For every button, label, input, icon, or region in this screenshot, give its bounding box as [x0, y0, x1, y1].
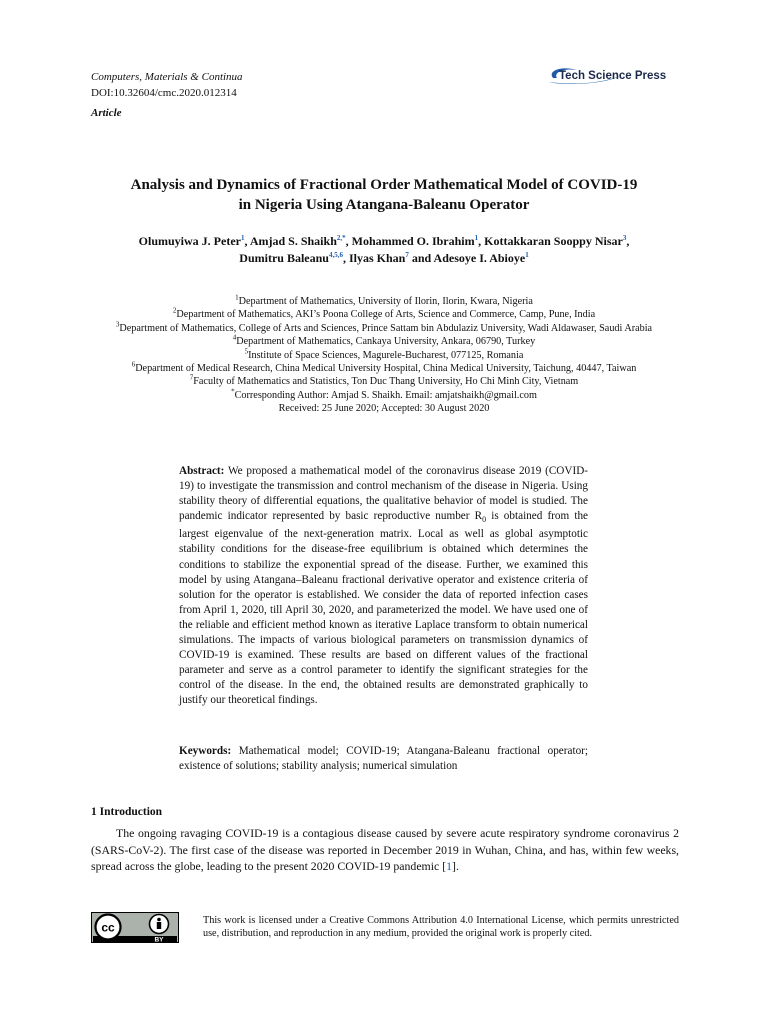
affiliation: $^7$Faculty of Mathematics and Statistics, Ton Duc Thang University, Ho Chi Minh City, Vietnam [189, 374, 579, 388]
keywords-label: Keywords: [179, 745, 232, 757]
affiliation: $^1$Department of Mathematics, University of Ilorin, Ilorin, Kwara, Nigeria [235, 293, 533, 307]
author-affil-mark[interactable]: 4,5,6 [328, 251, 343, 259]
author-name: Kottakkaran Sooppy Nisar [484, 234, 623, 248]
author-name: Ilyas Khan [348, 251, 406, 265]
author-affil-mark[interactable]: 7 [405, 251, 409, 259]
author-name: Adesoye I. Abioye [433, 251, 526, 265]
affiliation: $^5$Institute of Space Sciences, Magurele-Bucharest, 077125, Romania [244, 347, 524, 361]
affiliation: $^3$Department of Mathematics, College of Arts and Sciences, Prince Sattam bin Abdulaziz University, Wadi Aldawaser, Saudi Arabia [115, 320, 653, 334]
doi: DOI:10.32604/cmc.2020.012314 [91, 87, 237, 99]
affiliations [60, 295, 708, 416]
svg-text:cc: cc [101, 920, 115, 935]
author-line-2: Dumitru Baleanu$^{4,5,6}$, Ilyas Khan$^7$ and Adesoye I. Abioye$^1$ [239, 251, 529, 265]
license-text: This work is licensed under a Creative Commons Attribution 4.0 International License, which permits unrestricted use, distribution, and reproduction in any medium, provided the original work is properly cited. [203, 915, 679, 940]
author-list [60, 233, 708, 267]
keywords-text: Mathematical model; COVID-19; Atangana-Baleanu fractional operator; existence of solutions; stability analysis; numerical simulation [179, 745, 588, 773]
corresponding-author: *Corresponding Author: Amjad S. Shaikh. Email: amjatshaikh@gmail.com [231, 387, 537, 401]
abstract: Abstract: We proposed a mathematical model of the coronavirus disease 2019 (COVID-19) to investigate the transmission and control mechanism of the disease in Nigeria. Using stability theory of differential equations, the qualitative behavior of model is studied. The pandemic indicator represented by basic reproductive number $R_0$ is obtained from the largest eigenvalue of the next-generation matrix. Local as well as global asymptotic stability conditions for the disease-free equilibrium is obtained which determines the conditions to stabilize the exponential spread of the disease. Further, we examined this model by using Atangana–Baleanu fractional derivative operator and existence criteria of solution for the operator is established. We consider the data of reported infection cases from April 1, 2020, till April 30, 2020, and parameterized the model. We have used one of the reliable and efficient method known as iterative Laplace transform to obtain numerical simulations. The impacts of various biological parameters on transmission dynamics of COVID-19 is examined. These results are based on different values of the fractional parameter and serve as a control parameter to identify the significant strategies for the control of the disease. In the end, the obtained results are demonstrated graphically to justify our theoretical findings. [179, 465, 588, 706]
author-line-1: Olumuyiwa J. Peter$^1$, Amjad S. Shaikh$^{2,*}$, Mohammed O. Ibrahim$^1$, Kottakkaran Sooppy Nisar$^3$, [138, 234, 630, 248]
title-line-1: Analysis and Dynamics of Fractional Order Mathematical Model of COVID-19 [130, 177, 638, 193]
keywords [179, 744, 588, 774]
paper-title [60, 175, 708, 215]
author-affil-mark[interactable]: 1 [474, 234, 479, 242]
affiliation: $^4$Department of Mathematics, Cankaya University, Ankara, 06790, Turkey [232, 333, 536, 348]
citation-link[interactable]: 1 [446, 859, 453, 874]
affiliation: $^2$Department of Mathematics, AKI’s Poona College of Arts, Science and Commerce, Camp, Pune, India [172, 307, 596, 321]
publisher-logo-text: Tech Science Press [559, 70, 667, 82]
author-name: Amjad S. Shaikh [249, 234, 337, 248]
abstract-text-cont: is obtained from the largest eigenvalue of the next-generation matrix. Local as well as global asymptotic stability conditions for the disease-free equilibrium is obtained which determines the conditions to stabilize the exponential spread of the disease. Further, we examined this model by using Atangana–Baleanu fractional derivative operator and existence criteria of solution for the operator is established. We consider the data of reported infection cases from April 1, 2020, till April 30, 2020, and parameterized the model. We have used one of the reliable and efficient method known as iterative Laplace transform to obtain numerical simulations. The impacts of various biological parameters on transmission dynamics of COVID-19 is examined. These results are based on different values of the fractional parameter and serve as a control parameter to identify the significant strategies for the control of the disease. In the end, the obtained results are demonstrated graphically to justify our theoretical findings. [179, 510, 588, 706]
publisher-logo [545, 64, 680, 88]
author-name: Mohammed O. Ibrahim [351, 234, 475, 248]
author-affil-mark[interactable]: 1 [240, 234, 245, 242]
article-type: Article [91, 107, 122, 119]
abstract-text: We proposed a mathematical model of the coronavirus disease 2019 (COVID-19) to investigate the transmission and control mechanism of the disease in Nigeria. Using stability theory of differential equations, the qualitative behavior of model is studied. The pandemic indicator represented by basic reproductive number R [179, 465, 588, 523]
by-label: BY [154, 936, 164, 943]
journal-name: Computers, Materials & Continua [91, 71, 243, 83]
author-name: Olumuyiwa J. Peter [138, 234, 241, 248]
section-heading-introduction: 1 Introduction [91, 806, 163, 818]
received-dates: Received: 25 June 2020; Accepted: 30 August 2020 [278, 403, 490, 415]
cc-by-badge[interactable] [91, 912, 179, 943]
author-affil-mark[interactable]: 3 [622, 234, 627, 242]
affiliation: $^6$Department of Medical Research, China Medical University Hospital, China Medical University, Taichung, 40447, Taiwan [131, 360, 637, 375]
author-affil-mark[interactable]: 1 [525, 251, 529, 259]
author-affil-mark[interactable]: 2,* [336, 234, 346, 242]
title-line-2: in Nigeria Using Atangana-Baleanu Operator [238, 197, 530, 213]
author-name: Dumitru Baleanu [239, 251, 329, 265]
abstract-label: Abstract: [179, 465, 225, 477]
introduction-paragraph: The ongoing ravaging COVID-19 is a contagious disease caused by severe acute respiratory syndrome coronavirus 2 (SARS-CoV-2). The first case of the disease was reported in December 2019 in Wuhan, China, and has, within few weeks, spread across the globe, leading to the present 2020 COVID-19 pandemic [1]. [91, 826, 679, 874]
